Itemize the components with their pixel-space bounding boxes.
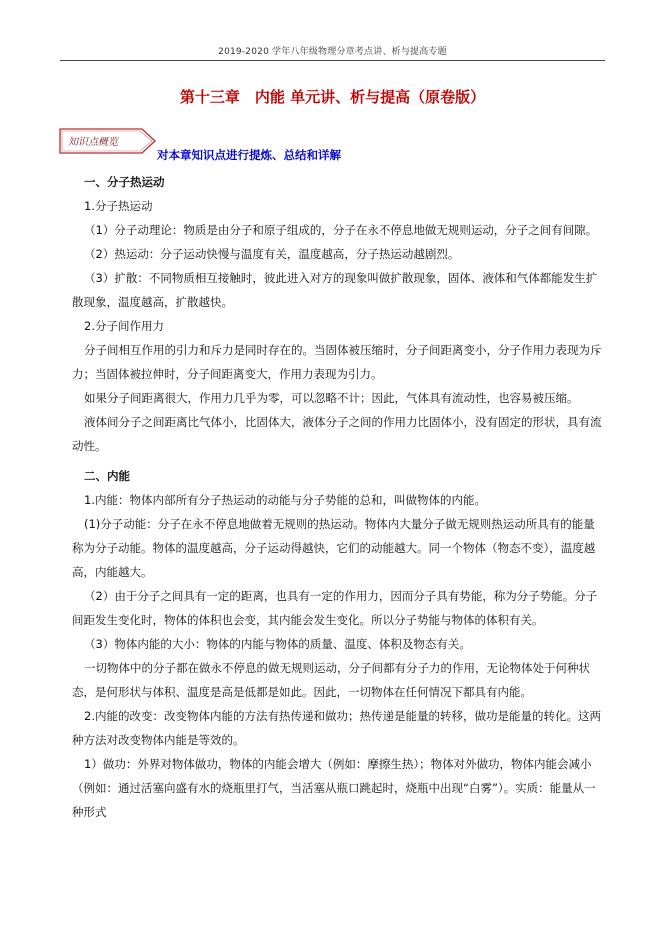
paragraph: 1）做功：外界对物体做功，物体的内能会增大（例如：摩擦生热）；物体对外做功，物体内能会减小（例如：通过活塞向盛有水的烧瓶里打气，当活塞从瓶口跳起时，烧瓶中出现“白雾”）。实质：能量从一种形式 xyxy=(72,757,596,819)
badge-label: 知识点概览 xyxy=(68,137,118,148)
paragraph: 液体间分子之间距离比气体小，比固体大，液体分子之间的作用力比固体小，没有固定的形状，具有流动性。 xyxy=(72,415,602,453)
knowledge-badge xyxy=(58,126,158,156)
paragraph: 2.内能的改变：改变物体内能的方法有热传递和做功；热传递是能量的转移，做功是能量的转化。这两种方法对改变物体内能是等效的。 xyxy=(72,709,601,747)
document-body xyxy=(60,168,605,824)
paragraph: （1）分子动理论：物质是由分子和原子组成的，分子在永不停息地做无规则运动，分子之间有间隙。 xyxy=(84,223,598,237)
paragraph: 分子间相互作用的引力和斥力是同时存在的。当固体被压缩时，分子间距离变小，分子作用力表现为斥力；当固体被拉伸时，分子间距离变大，作用力表现为引力。 xyxy=(72,343,602,381)
paragraph: 1.分子热运动 xyxy=(84,199,153,213)
paragraph: 如果分子间距离很大，作用力几乎为零，可以忽略不计；因此，气体具有流动性，也容易被压缩。 xyxy=(84,391,579,405)
section-heading-2: 二、内能 xyxy=(84,469,130,483)
paragraph: （2）热运动：分子运动快慢与温度有关，温度越高，分子热运动越剧烈。 xyxy=(84,247,460,261)
section-subtitle: 对本章知识点进行提炼、总结和详解 xyxy=(157,148,341,162)
paragraph: 一切物体中的分子都在做永不停息的做无规则运动，分子间都有分子力的作用，无论物体处于何种状态，是何形状与体积、温度是高是低都是如此。因此，一切物体在任何情况下都具有内能。 xyxy=(72,661,590,699)
header-rule xyxy=(60,60,605,61)
paragraph: （2）由于分子之间具有一定的距离，也具有一定的作用力，因而分子具有势能，称为分子势能。分子间距发生变化时，物体的体积也会变，其内能会发生变化。所以分子势能与物体的体积有关。 xyxy=(72,589,598,627)
paragraph: 1.内能：物体内部所有分子热运动的动能与分子势能的总和，叫做物体的内能。 xyxy=(84,493,486,507)
running-header: 2019-2020 学年八年级物理分章考点讲、析与提高专题 xyxy=(218,47,447,57)
paragraph: （3）物体内能的大小：物体的内能与物体的质量、温度、体积及物态有关。 xyxy=(84,637,471,651)
paragraph: (1)分子动能：分子在永不停息地做着无规则的热运动。物体内大量分子做无规则热运动所具有的能量称为分子动能。物体的温度越高，分子运动得越快，它们的动能越大。同一个物体（物态不变），温度越高，内能越大。 xyxy=(72,517,596,579)
paragraph: （3）扩散：不同物质相互接触时，彼此进入对方的现象叫做扩散现象，固体、液体和气体都能发生扩散现象，温度越高，扩散越快。 xyxy=(72,271,598,309)
page-title: 第十三章 内能 单元讲、析与提高（原卷版） xyxy=(179,88,486,106)
section-heading-1: 一、分子热运动 xyxy=(84,175,165,189)
paragraph: 2.分子间作用力 xyxy=(84,319,164,333)
